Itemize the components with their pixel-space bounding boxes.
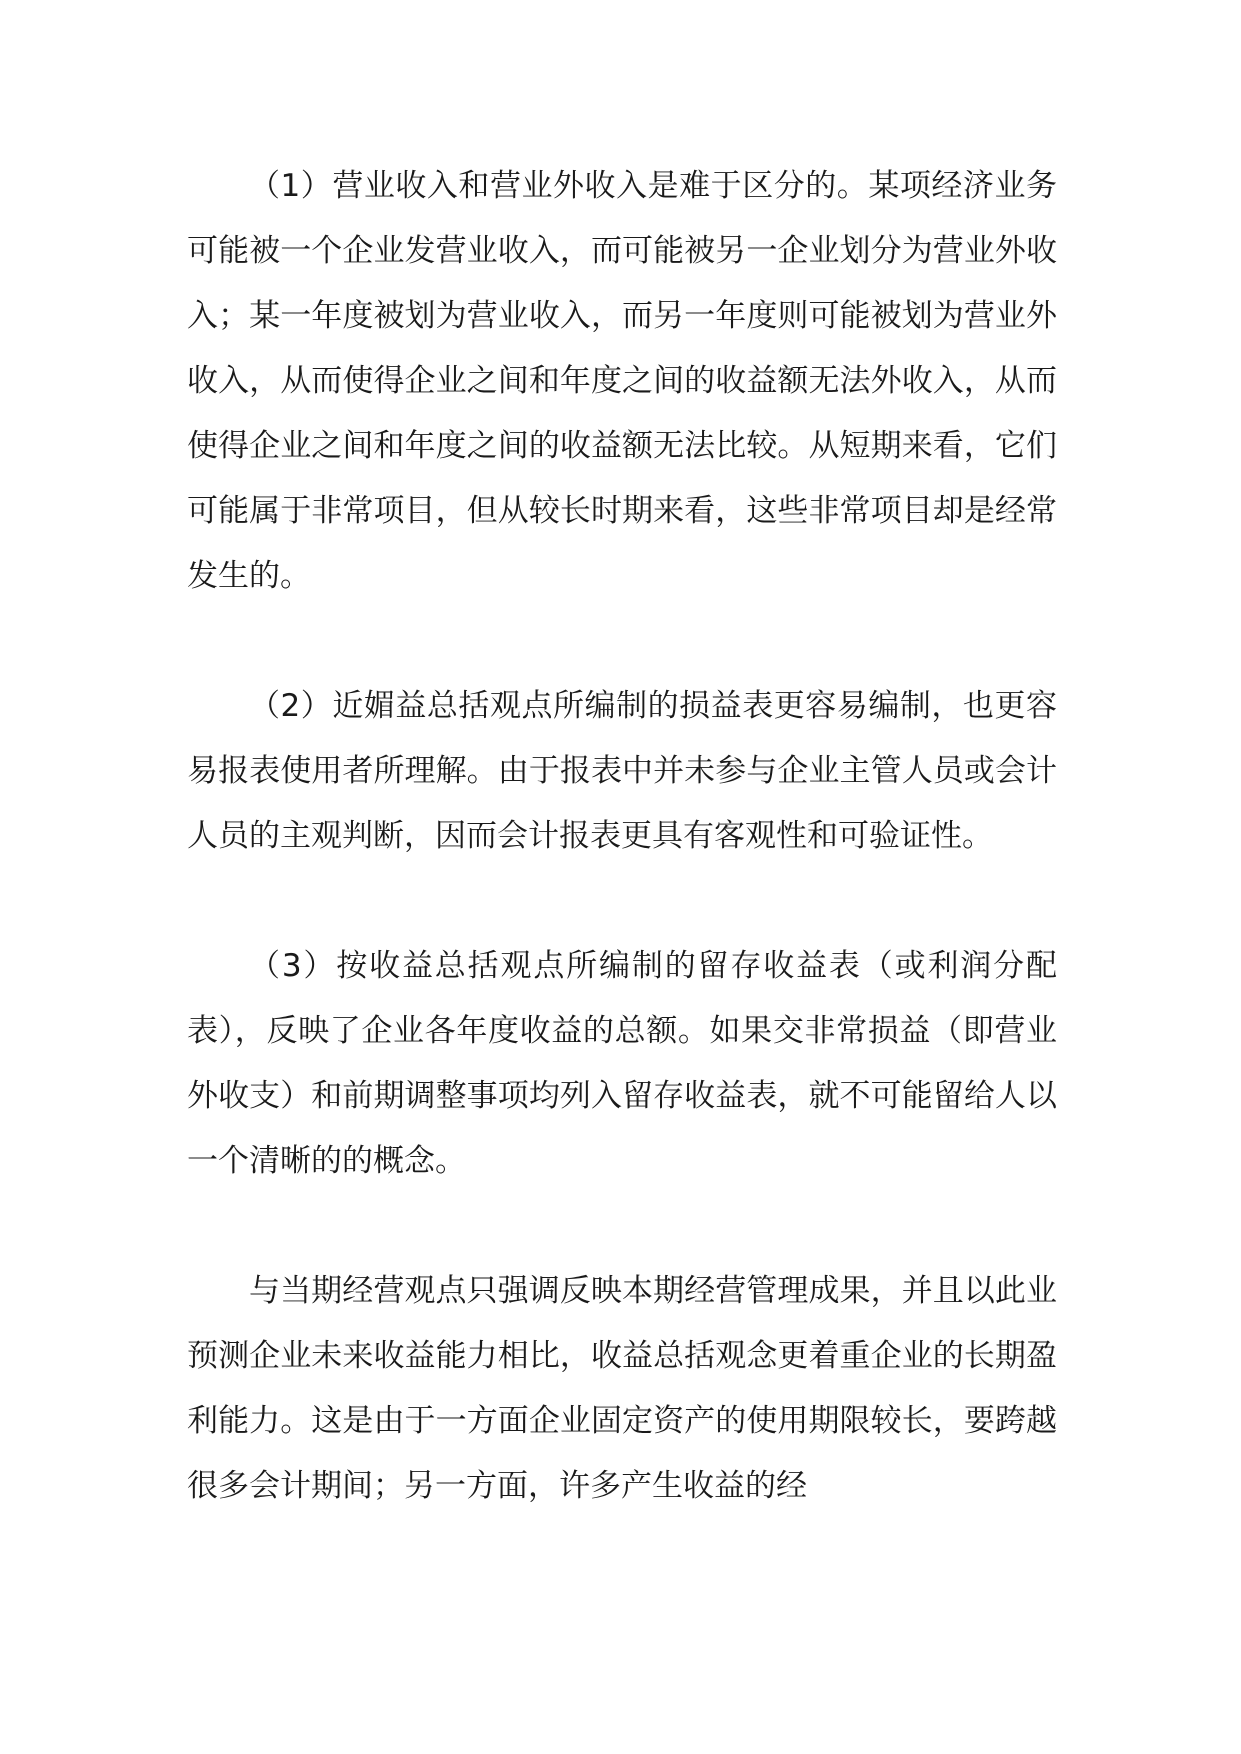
paragraph-4: 与当期经营观点只强调反映本期经营管理成果，并且以此业预测企业未来收益能力相比，收益总括观念更着重企业的长期盈利能力。这是由于一方面企业固定资产的使用期限较长，要跨越很多会计期间；另一方面，许多产生收益的经	[187, 1273, 1057, 1504]
paragraph-1: （1）营业收入和营业外收入是难于区分的。某项经济业务可能被一个企业发营业收入，而可能被另一企业划分为营业外收入；某一年度被划为营业收入，而另一年度则可能被划为营业外收入，从而使得企业之间和年度之间的收益额无法外收入，从而使得企业之间和年度之间的收益额无法比较。从短期来看，它们可能属于非常项目，但从较长时期来看，这些非常项目却是经常发生的。	[187, 168, 1057, 594]
paragraph-3: （3）按收益总括观点所编制的留存收益表（或利润分配表），反映了企业各年度收益的总额。如果交非常损益（即营业外收支）和前期调整事项均列入留存收益表，就不可能留给人以一个清晰的的概念。	[187, 948, 1057, 1179]
paragraph-2: （2）近媚益总括观点所编制的损益表更容易编制，也更容易报表使用者所理解。由于报表中并未参与企业主管人员或会计人员的主观判断，因而会计报表更具有客观性和可验证性。	[187, 688, 1057, 854]
document-body	[187, 154, 1057, 1519]
